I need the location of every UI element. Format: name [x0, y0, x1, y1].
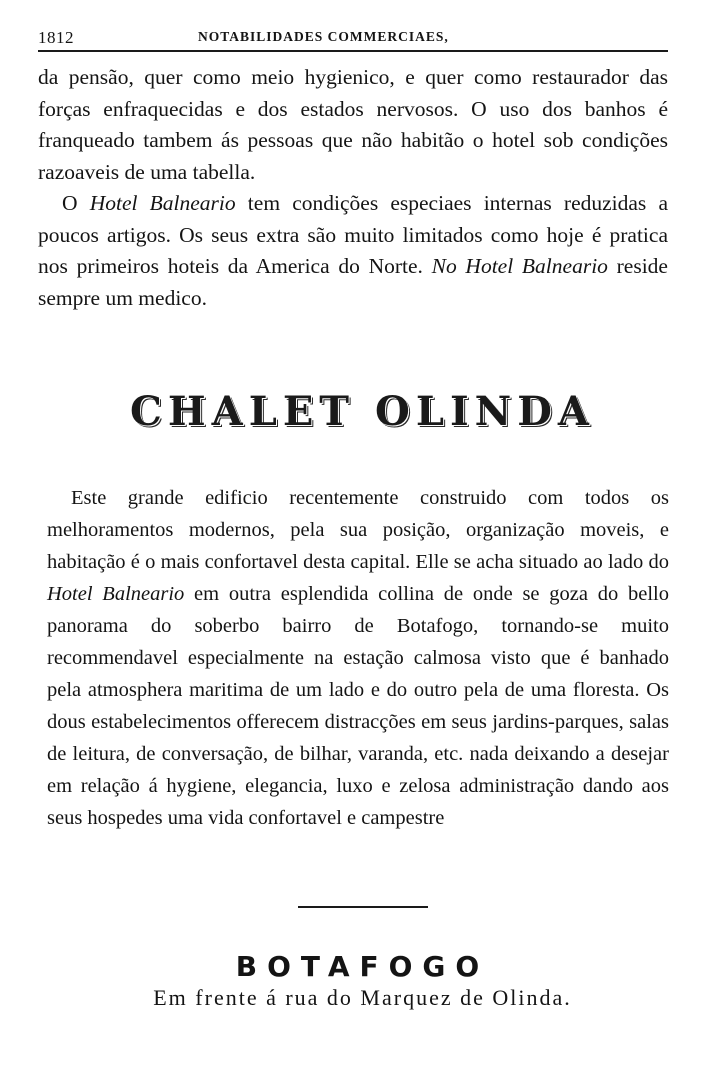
section-divider	[298, 906, 428, 908]
doctor-phrase-italic: No Hotel Balneario	[431, 254, 608, 278]
paragraph-hotel-baths	[38, 62, 668, 188]
paragraph-chalet-description	[47, 482, 669, 834]
running-header	[38, 26, 668, 48]
header-rule	[38, 50, 668, 52]
section-title-chalet: CHALET OLINDA	[130, 388, 595, 435]
paragraph-hotel-conditions	[38, 188, 668, 314]
address-line: Em frente á rua do Marquez de Olinda.	[153, 985, 572, 1010]
paragraph-3-lead: Este grande edificio recentemente construido com todos os melhoramentos modernos, pela sua posição, organização moveis, e habitação é o mais confortavel desta capital. Elle se acha situado ao lado do	[47, 487, 669, 573]
running-title: NOTABILIDADES COMMERCIAES,	[198, 29, 449, 44]
paragraph-3-tail: em outra esplendida collina de onde se goza do bello panorama do soberbo bairro de Botafogo, tornando-se muito recommendavel especialmente na estação calmosa visto que é banhado pela atmosphera maritima de um lado e do outro pela de uma floresta. Os dous estabelecimentos offerecem distracções em seus jardins-parques, salas de leitura, de conversação, de bilhar, varanda, etc. nada deixando a desejar em relação á hygiene, elegancia, luxo e zelosa administração dando aos seus hospedes uma vida confortavel e campestre	[47, 583, 669, 829]
place-name: BOTAFOGO	[235, 950, 490, 983]
page-number: 1812	[38, 28, 74, 47]
hotel-name-italic-2: Hotel Balneario	[47, 583, 185, 605]
paragraph-2-tail: reside sempre um medico.	[38, 254, 668, 310]
paragraph-2-middle: tem condições especiaes internas reduzidas a poucos artigos. Os seus extra são muito limitados como hoje é pratica nos primeiros hoteis da America do Norte.	[38, 191, 669, 278]
paragraph-1-text: da pensão, quer como meio hygienico, e quer como restaurador das forças enfraquecidas e dos estados nervosos. O uso dos banhos é franqueado tambem ás pessoas que não habitão o hotel sob condições razoaveis de uma tabella.	[38, 65, 668, 184]
hotel-name-italic: Hotel Balneario	[89, 191, 236, 215]
paragraph-2-lead: O	[62, 191, 90, 215]
